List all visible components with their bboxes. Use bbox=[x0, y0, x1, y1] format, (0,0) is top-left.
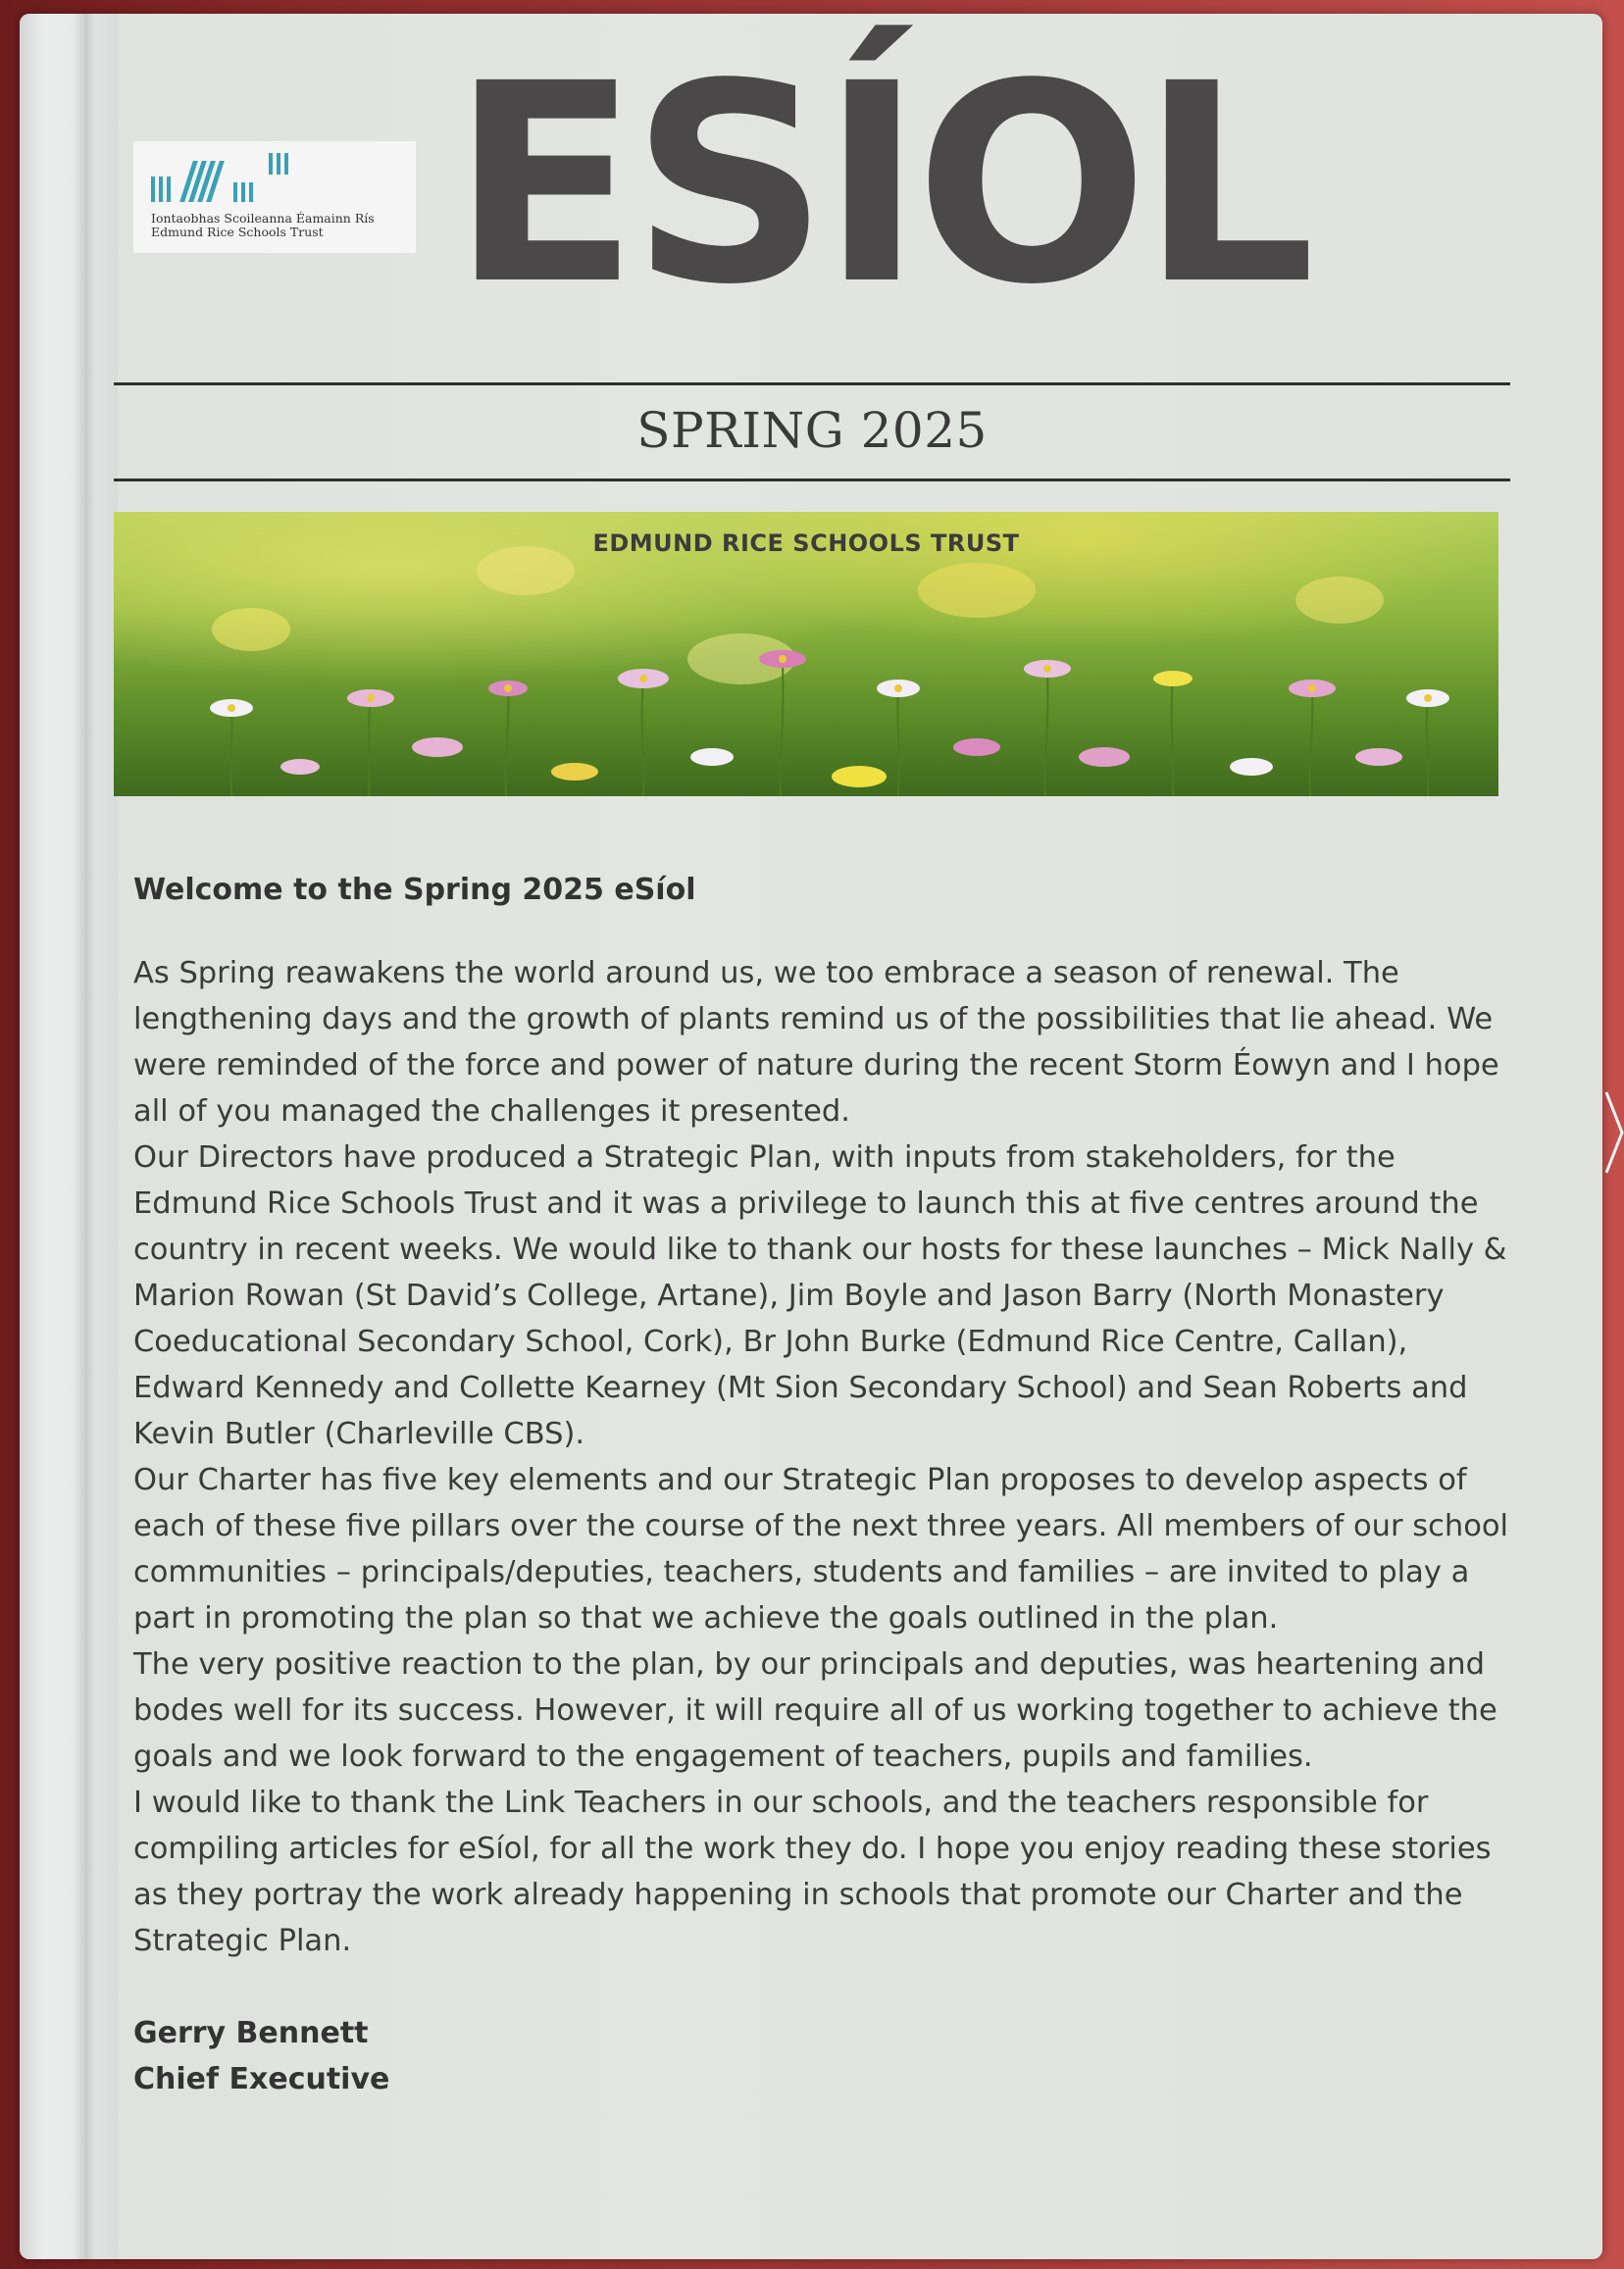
top-rule bbox=[114, 382, 1510, 385]
logo-mark-icon bbox=[151, 153, 400, 202]
article-paragraph: Our Directors have produced a Strategic Plan, with inputs from stakeholders, for the Edmund Rice Schools Trust and it was a privilege to launch this at five centres around the country in recent weeks. We would like to thank our hosts for these launches – Mick Nally & Marion Rowan (St David’s College, Artane), Jim Boyle and Jason Barry (North Monastery Coeducational Secondary School, Cork), Br John Burke (Edmund Rice Centre, Callan), Edward Kennedy and Collette Kearney (Mt Sion Secondary School) and Sean Roberts and Kevin Butler (Charleville CBS). bbox=[133, 1140, 1507, 1451]
banner-label: EDMUND RICE SCHOOLS TRUST bbox=[592, 529, 1020, 557]
page-binding bbox=[20, 14, 118, 2259]
logo-irish-name: Iontaobhas Scoileanna Éamainn Rís bbox=[151, 211, 375, 226]
logo-english-name: Edmund Rice Schools Trust bbox=[151, 225, 324, 239]
article-paragraph: Our Charter has five key elements and our Strategic Plan proposes to develop aspects of each of these five pillars over the course of the next three years. All members of our school communities – principals/deputies, teachers, students and families – are invited to play a part in promoting the plan so that we achieve the goals outlined in the plan. bbox=[133, 1463, 1509, 1636]
bottom-rule bbox=[114, 479, 1510, 481]
article-paragraph: As Spring reawakens the world around us, we too embrace a season of renewal. The lengthening days and the growth of plants remind us of the possibilities that lie ahead. We were reminded of the force and power of nature during the recent Storm Éowyn and I hope all of you managed the challenges it presented. bbox=[133, 956, 1499, 1129]
article-paragraph: I would like to thank the Link Teachers in our schools, and the teachers responsible for compiling articles for eSíol, for all the work they do. I hope you enjoy reading these stories as they portray the work already happening in schools that promote our Charter and the Strategic Plan. bbox=[133, 1786, 1492, 1958]
trust-logo bbox=[133, 141, 416, 253]
masthead-title: ESÍOL bbox=[451, 25, 1308, 345]
chevron-right-icon[interactable] bbox=[1604, 1088, 1624, 1177]
article-paragraph: The very positive reaction to the plan, by our principals and deputies, was heartening and bodes well for its success. However, it will require all of us working together to achieve the goals and we look forward to the engagement of teachers, pupils and families. bbox=[133, 1647, 1497, 1774]
article bbox=[133, 873, 1526, 2102]
issue-label: SPRING 2025 bbox=[636, 402, 988, 459]
article-heading: Welcome to the Spring 2025 eSíol bbox=[133, 873, 696, 907]
signoff bbox=[133, 2010, 1526, 2102]
signoff-title: Chief Executive bbox=[133, 2062, 390, 2096]
article-body bbox=[133, 950, 1526, 1964]
banner-image bbox=[114, 512, 1498, 796]
signoff-name: Gerry Bennett bbox=[133, 2016, 369, 2050]
newsletter-page bbox=[20, 14, 1602, 2259]
